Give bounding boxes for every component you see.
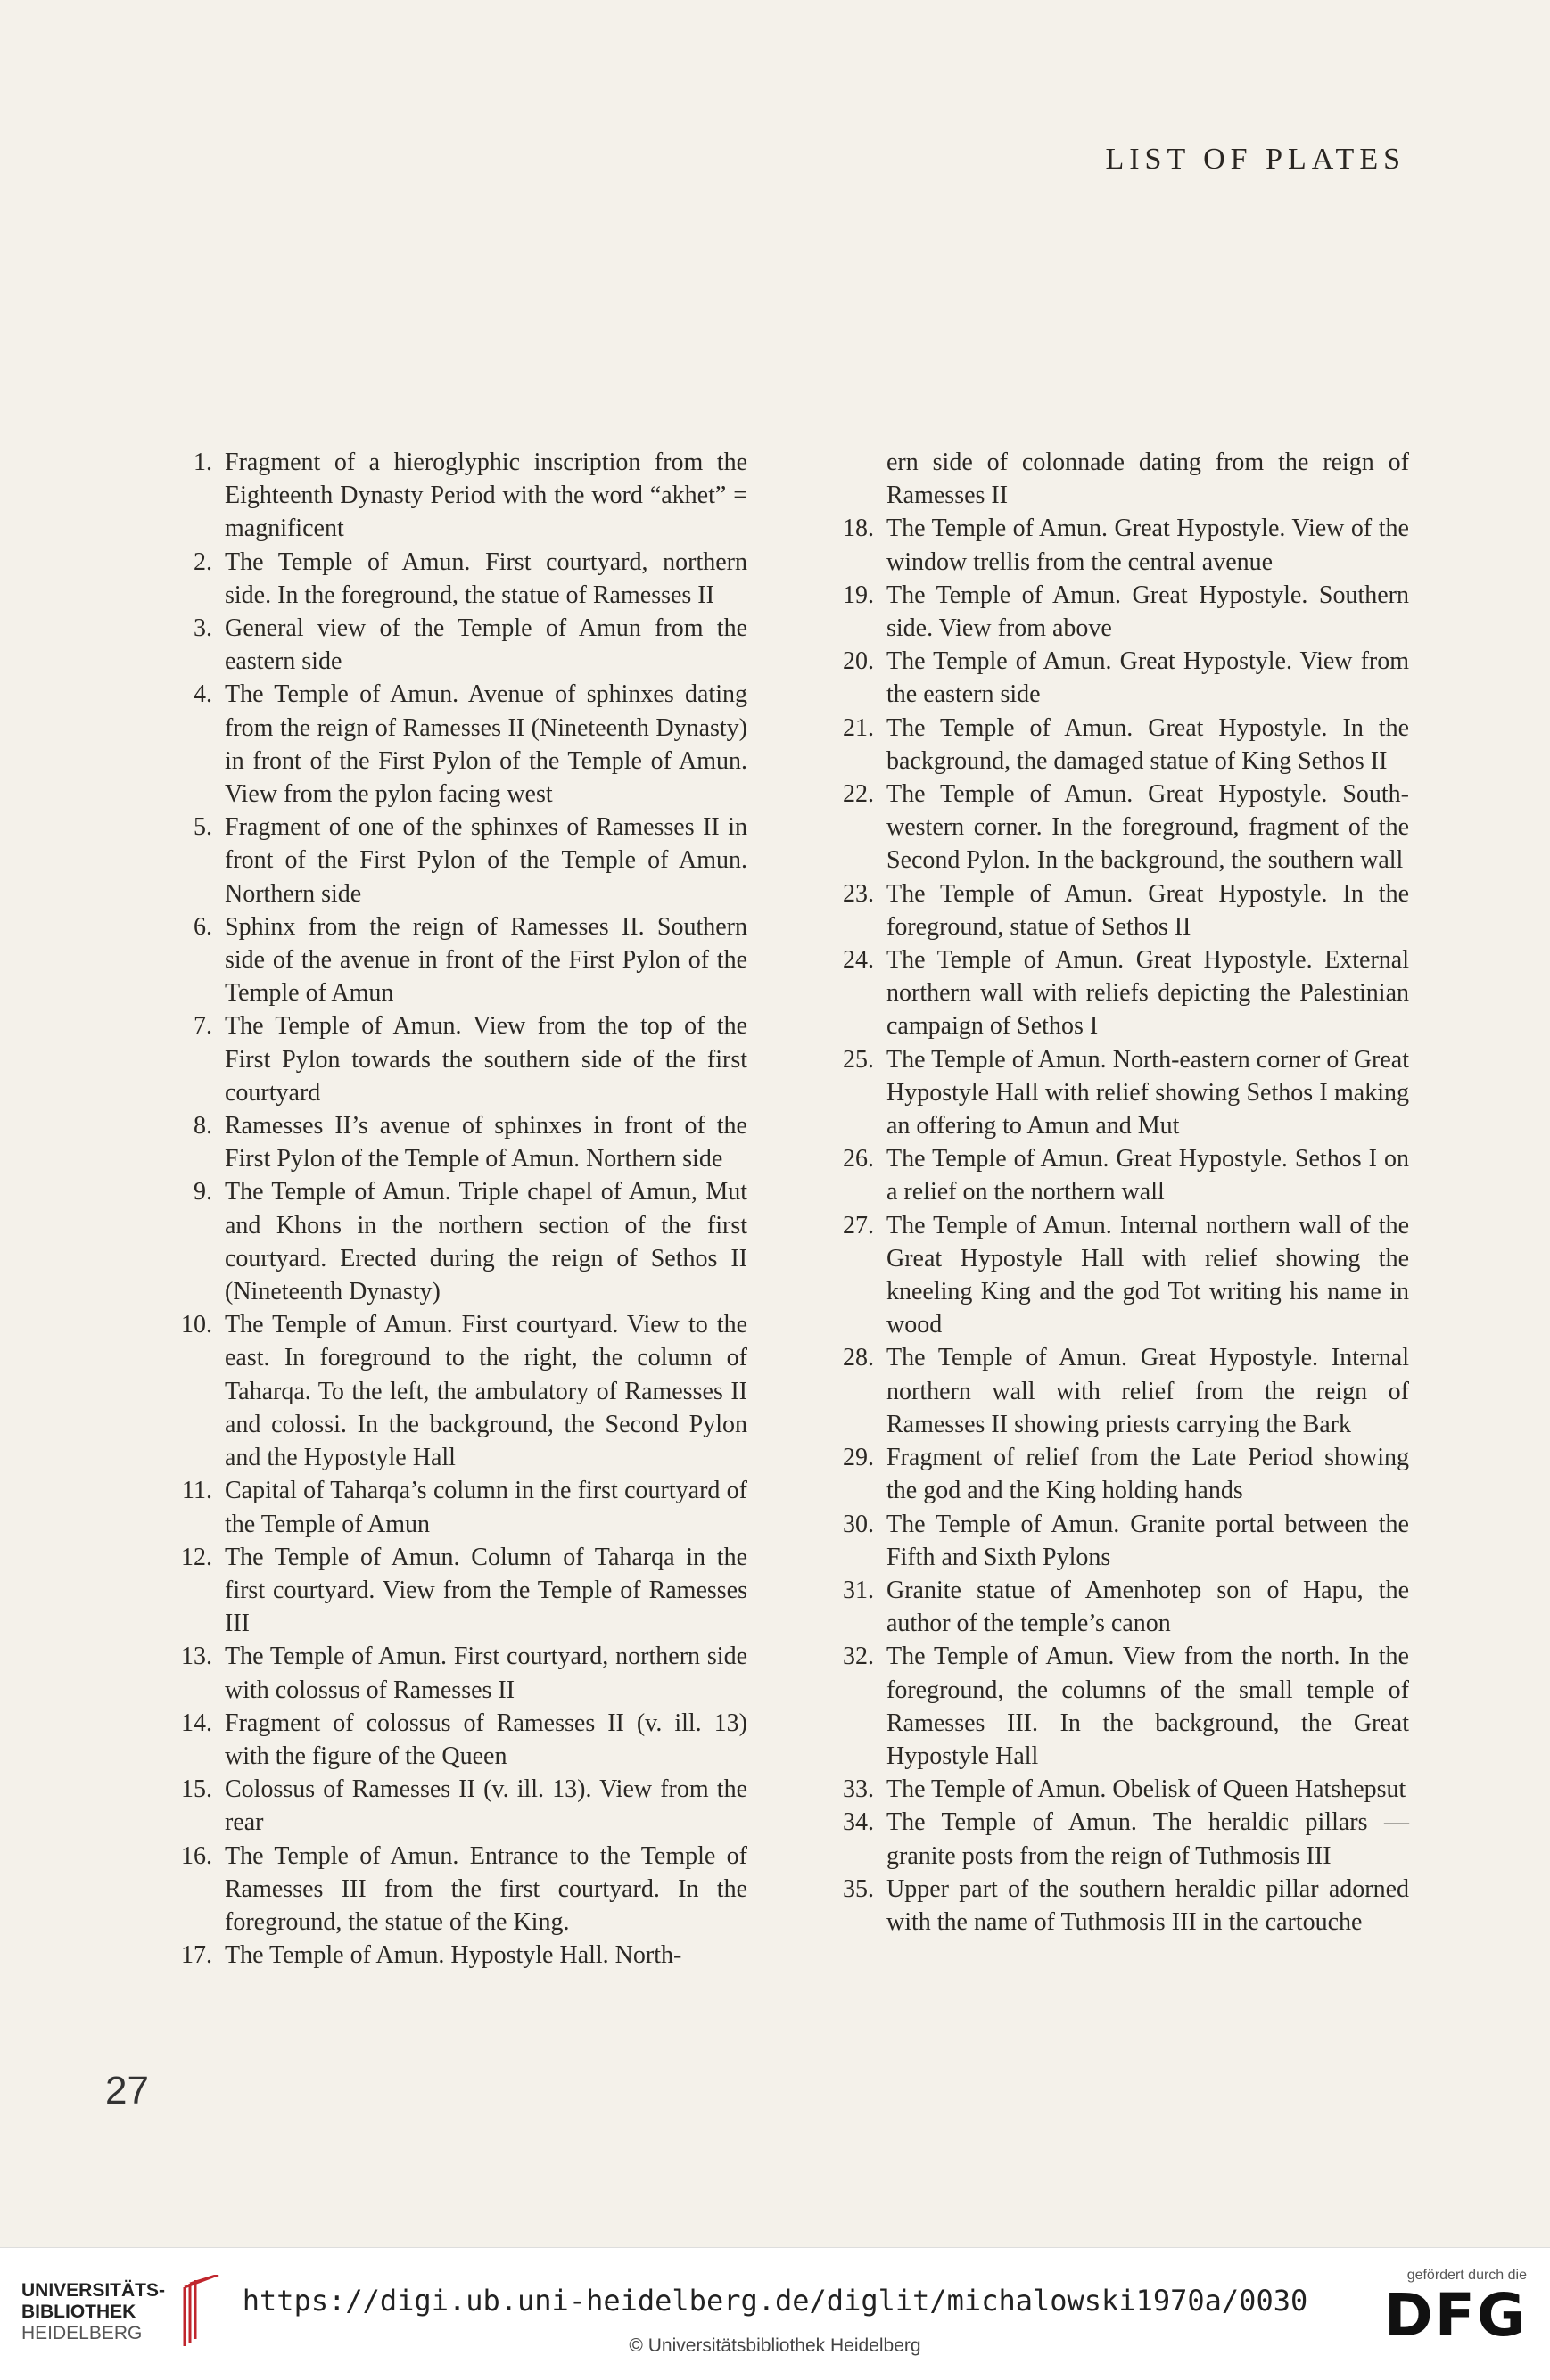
plate-number: 24.	[843, 946, 874, 975]
plate-entry	[168, 910, 747, 1010]
plate-entry	[829, 1773, 1409, 1806]
right-column-entries	[829, 512, 1409, 1939]
plate-caption: The Temple of Amun. North-eastern corner of Great Hypostyle Hall with relief showing Sethos I making an offering to Amun and Mut	[886, 1045, 1409, 1141]
plate-caption: Fragment of a hieroglyphic inscription from the Eighteenth Dynasty Period with the word “akhet” = magnificent	[225, 449, 747, 543]
plate-caption: General view of the Temple of Amun from the eastern side	[225, 614, 747, 676]
plate-number: 29.	[843, 1444, 874, 1472]
library-name-line3: HEIDELBERG	[21, 2323, 143, 2343]
left-column	[168, 446, 747, 1972]
plate-caption: The Temple of Amun. Great Hypostyle. External northern wall with reliefs depicting the Palestinian campaign of Sethos I	[886, 946, 1409, 1041]
plate-number: 13.	[181, 1643, 212, 1671]
plate-entry	[829, 1806, 1409, 1872]
plate-number: 4.	[194, 680, 212, 709]
plate-entry	[168, 1840, 747, 1939]
plate-caption: Upper part of the southern heraldic pillar adorned with the name of Tuthmosis III in the cartouche	[886, 1874, 1409, 1936]
plate-entry	[168, 1009, 747, 1109]
plate-number: 35.	[843, 1874, 874, 1903]
copyright-notice: © Universitätsbibliothek Heidelberg	[629, 2335, 921, 2356]
plate-caption: The Temple of Amun. Great Hypostyle. Sethos I on a relief on the northern wall	[886, 1145, 1409, 1206]
plate-caption: Ramesses II’s avenue of sphinxes in front of the First Pylon of the Temple of Amun. Northern side	[225, 1112, 747, 1174]
plate-entry	[168, 1474, 747, 1540]
plate-caption: The Temple of Amun. Avenue of sphinxes dating from the reign of Ramesses II (Nineteenth Dynasty) in front of the First Pylon of the Temple of Amun. View from the pylon facing west	[225, 680, 747, 809]
plate-number: 12.	[181, 1543, 212, 1571]
plate-caption: The Temple of Amun. Great Hypostyle. In the background, the damaged statue of King Sethos II	[886, 713, 1409, 775]
plate-number: 10.	[181, 1311, 212, 1339]
dfg-logo: DFG	[1383, 2281, 1527, 2350]
right-column	[829, 446, 1409, 1939]
plate-entry	[829, 1640, 1409, 1773]
plate-entry	[168, 811, 747, 910]
plate-entry	[829, 512, 1409, 578]
plate-caption: Capital of Taharqa’s column in the first courtyard of the Temple of Amun	[225, 1477, 747, 1538]
sponsor-block[interactable]	[1384, 2268, 1527, 2348]
plate-number: 16.	[181, 1841, 212, 1870]
plate-caption: The Temple of Amun. First courtyard, northern side with colossus of Ramesses II	[225, 1643, 747, 1704]
plate-number: 6.	[194, 912, 212, 941]
plate-caption: Sphinx from the reign of Ramesses II. Southern side of the avenue in front of the First Pylon of the Temple of Amun	[225, 912, 747, 1008]
plate-entry	[168, 678, 747, 811]
plate-caption: The Temple of Amun. Entrance to the Temple of Ramesses III from the first courtyard. In the foreground, the statue of the King.	[225, 1841, 747, 1936]
plate-number: 2.	[194, 548, 212, 576]
plate-entry	[168, 612, 747, 678]
plate-caption: The Temple of Amun. Great Hypostyle. View from the eastern side	[886, 647, 1409, 709]
plate-number: 3.	[194, 614, 212, 643]
plate-entry	[829, 712, 1409, 778]
plate-entry	[168, 1541, 747, 1641]
plate-caption: Fragment of one of the sphinxes of Ramesses II in front of the First Pylon of the Temple of Amun. Northern side	[225, 813, 747, 908]
plate-number: 20.	[843, 647, 874, 676]
plate-caption: The Temple of Amun. First courtyard, northern side. In the foreground, the statue of Ramesses II	[225, 548, 747, 609]
running-head: LIST OF PLATES	[1105, 143, 1406, 176]
plate-caption: The Temple of Amun. Great Hypostyle. South-western corner. In the foreground, fragment of the Second Pylon. In the background, the southern wall	[886, 780, 1409, 875]
plate-entry	[168, 1640, 747, 1706]
plate-caption: The Temple of Amun. Great Hypostyle. Southern side. View from above	[886, 581, 1409, 643]
library-name-line2: BIBLIOTHEK	[21, 2302, 136, 2322]
plate-entry	[168, 1939, 747, 1972]
plate-caption: Fragment of colossus of Ramesses II (v. ill. 13) with the figure of the Queen	[225, 1709, 747, 1770]
plate-caption: The Temple of Amun. View from the top of the First Pylon towards the southern side of the first courtyard	[225, 1012, 747, 1107]
plate-number: 14.	[181, 1709, 212, 1737]
footer-bar	[0, 2247, 1550, 2380]
plate-number: 28.	[843, 1344, 874, 1372]
plate-caption: The Temple of Amun. Granite portal between the Fifth and Sixth Pylons	[886, 1510, 1409, 1571]
plate-number: 23.	[843, 879, 874, 908]
plate-entry	[829, 1341, 1409, 1441]
plate-caption: The Temple of Amun. Triple chapel of Amun, Mut and Khons in the northern section of the first courtyard. Erected during the reign of Sethos II (Nineteenth Dynasty)	[225, 1178, 747, 1306]
plate-number: 7.	[194, 1012, 212, 1041]
plate-entry	[168, 1707, 747, 1773]
plate-number: 33.	[843, 1775, 874, 1804]
plate-entry	[829, 877, 1409, 943]
plate-entry	[829, 579, 1409, 645]
plate-number: 30.	[843, 1510, 874, 1538]
plate-number: 32.	[843, 1643, 874, 1671]
plate-number: 9.	[194, 1178, 212, 1206]
plate-entry	[168, 546, 747, 612]
sponsor-label: gefördert durch die	[1406, 2268, 1527, 2283]
plate-caption: Fragment of relief from the Late Period showing the god and the King holding hands	[886, 1444, 1409, 1505]
plate-number: 31.	[843, 1576, 874, 1604]
plate-number: 17.	[181, 1941, 212, 1970]
plate-entry	[829, 778, 1409, 877]
plate-caption: The Temple of Amun. Column of Taharqa in the first courtyard. View from the Temple of Ramesses III	[225, 1543, 747, 1638]
plate-entry	[829, 1043, 1409, 1143]
document-url-link[interactable]: https://digi.ub.uni-heidelberg.de/diglit/michalowski1970a/0030	[242, 2284, 1308, 2318]
plate-caption: Granite statue of Amenhotep son of Hapu, the author of the temple’s canon	[886, 1576, 1409, 1638]
plate-number: 5.	[194, 813, 212, 842]
plate-caption: The Temple of Amun. Great Hypostyle. In the foreground, statue of Sethos II	[886, 879, 1409, 941]
plate-entry	[829, 1574, 1409, 1640]
plate-number: 11.	[182, 1477, 212, 1505]
plate-entry	[168, 1308, 747, 1474]
plate-entry	[168, 1773, 747, 1839]
plate-caption: The Temple of Amun. Great Hypostyle. View of the window trellis from the central avenue	[886, 515, 1409, 576]
plate-number: 34.	[843, 1808, 874, 1837]
plate-entry	[829, 1441, 1409, 1507]
plate-number: 27.	[843, 1211, 874, 1239]
plate-entry	[829, 943, 1409, 1043]
plate-entry	[168, 1175, 747, 1308]
plate-number: 21.	[843, 713, 874, 742]
library-name-line1: UNIVERSITÄTS-	[21, 2280, 166, 2301]
plate-caption: The Temple of Amun. The heraldic pillars — granite posts from the reign of Tuthmosis III	[886, 1808, 1409, 1870]
plate-caption: Colossus of Ramesses II (v. ill. 13). View from the rear	[225, 1775, 747, 1837]
plate-number: 22.	[843, 780, 874, 809]
continuation-text: ern side of colonnade dating from the reign of Ramesses II	[886, 449, 1409, 510]
plate-number: 8.	[194, 1112, 212, 1141]
plate-caption: The Temple of Amun. Obelisk of Queen Hatshepsut	[886, 1775, 1406, 1804]
plate-entry	[829, 1142, 1409, 1208]
plate-caption: The Temple of Amun. First courtyard. View to the east. In foreground to the right, the column of Taharqa. To the left, the ambulatory of Ramesses II and colossi. In the background, the Second Pylon and the Hypostyle Hall	[225, 1311, 747, 1472]
plate-entry	[829, 1508, 1409, 1574]
plate-caption: The Temple of Amun. Hypostyle Hall. North-	[225, 1941, 682, 1970]
plate-number: 18.	[843, 515, 874, 543]
plate-number: 19.	[843, 581, 874, 609]
plate-entry	[829, 1209, 1409, 1342]
plate-number: 1.	[194, 449, 212, 476]
plate-caption: The Temple of Amun. View from the north. In the foreground, the columns of the small temple of Ramesses III. In the background, the Great Hypostyle Hall	[886, 1643, 1409, 1770]
plate-entry	[168, 446, 747, 546]
plate-number: 25.	[843, 1045, 874, 1074]
plate-entry	[829, 645, 1409, 711]
page-number: 27	[105, 2069, 149, 2112]
plate-number: 26.	[843, 1145, 874, 1174]
plate-caption: The Temple of Amun. Internal northern wall of the Great Hypostyle Hall with relief showing the kneeling King and the god Tot writing his name in wood	[886, 1211, 1409, 1339]
plate-entry	[829, 1873, 1409, 1939]
plate-caption: The Temple of Amun. Great Hypostyle. Internal northern wall with relief from the reign of Ramesses II showing priests carrying the Bark	[886, 1344, 1409, 1438]
plate-entry	[168, 1109, 747, 1175]
plate-number: 15.	[181, 1775, 212, 1804]
